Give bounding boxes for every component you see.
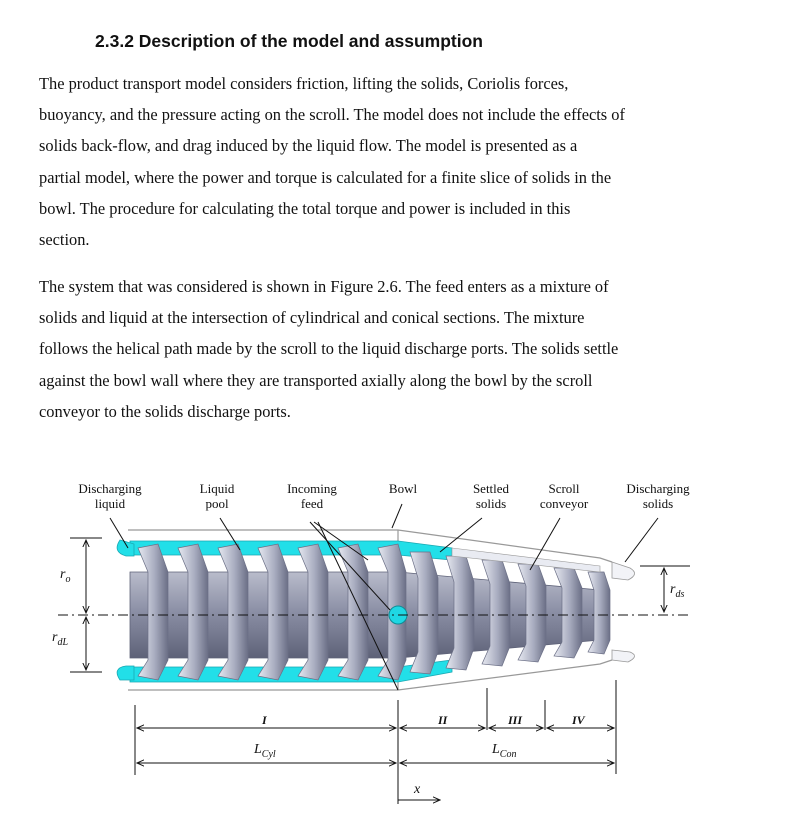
section-label-iv: IV (572, 713, 585, 727)
label-bowl (378, 481, 428, 496)
symbol-x: x (414, 782, 421, 797)
label-line: Liquid (199, 481, 235, 496)
label-line: Discharging (626, 481, 690, 496)
symbol-sub: dL (57, 636, 69, 648)
label-line: solids (642, 496, 674, 511)
paragraph-line: section. (39, 230, 90, 250)
symbol-main: r (60, 567, 66, 582)
rdl-dimension (70, 617, 102, 672)
symbol-r-dl (52, 630, 68, 648)
paragraph-line: solids back-flow, and drag induced by the liquid flow. The model is presented as a (39, 136, 578, 156)
label-discharging-liquid (62, 481, 158, 511)
label-liquid-pool (184, 481, 250, 511)
symbol-sub: Con (499, 748, 517, 760)
label-discharging-solids (612, 481, 704, 511)
paragraph-line: bowl. The procedure for calculating the total torque and power is included in this (39, 198, 571, 218)
ro-dimension (70, 538, 102, 613)
label-settled-solids (458, 481, 524, 511)
symbol-main: L (492, 742, 500, 757)
symbol-l-con (492, 742, 516, 760)
solids-discharge-nozzle-top (612, 562, 635, 580)
symbol-l-cyl (254, 742, 276, 760)
section-heading: 2.3.2 Description of the model and assumption (95, 31, 483, 51)
symbol-main: L (254, 742, 262, 757)
label-incoming-feed (272, 481, 352, 511)
section-label-i: I (262, 713, 267, 727)
symbol-sub: Cyl (261, 748, 276, 760)
paragraph-line: buoyancy, and the pressure acting on the scroll. The model does not include the effects of (39, 105, 625, 125)
symbol-sub: ds (675, 588, 685, 600)
symbol-main: r (52, 630, 58, 645)
solids-discharge-nozzle-bottom (612, 650, 635, 662)
label-line: Scroll (548, 481, 580, 496)
liquid-discharge-nozzle-bottom (117, 666, 134, 680)
label-line: Discharging (78, 481, 142, 496)
section-extension-lines (135, 680, 616, 804)
label-scroll-conveyor (530, 481, 598, 511)
label-line: solids (475, 496, 507, 511)
section-label-iii: III (508, 713, 523, 727)
symbol-main: r (670, 582, 676, 597)
paragraph-line: conveyor to the solids discharge ports. (39, 401, 291, 421)
label-line: Incoming (287, 481, 337, 496)
label-line: conveyor (539, 496, 589, 511)
section-dimension-arrows (137, 728, 614, 763)
paragraph-line: The system that was considered is shown in Figure 2.6. The feed enters as a mixture of (39, 277, 609, 296)
paragraph-line: solids and liquid at the intersection of cylindrical and conical sections. The mixture (39, 308, 585, 328)
symbol-sub: o (65, 573, 71, 585)
paragraph-line: against the bowl wall where they are transported axially along the bowl by the scroll (39, 370, 593, 390)
symbol-r-ds (670, 582, 684, 600)
label-line: feed (300, 496, 324, 511)
liquid-pool-top (130, 541, 452, 560)
label-line: liquid (94, 496, 126, 511)
symbol-r-o (60, 567, 70, 585)
paragraph-line: The product transport model considers friction, lifting the solids, Coriolis forces, (39, 74, 569, 93)
label-line: pool (205, 496, 229, 511)
section-label-ii: II (438, 713, 448, 727)
label-line: Bowl (388, 481, 418, 496)
paragraph-line: follows the helical path made by the scroll to the liquid discharge ports. The solids settle (39, 339, 619, 359)
paragraph-line: partial model, where the power and torque is calculated for a finite slice of solids in the (39, 167, 612, 187)
label-line: Settled (472, 481, 510, 496)
